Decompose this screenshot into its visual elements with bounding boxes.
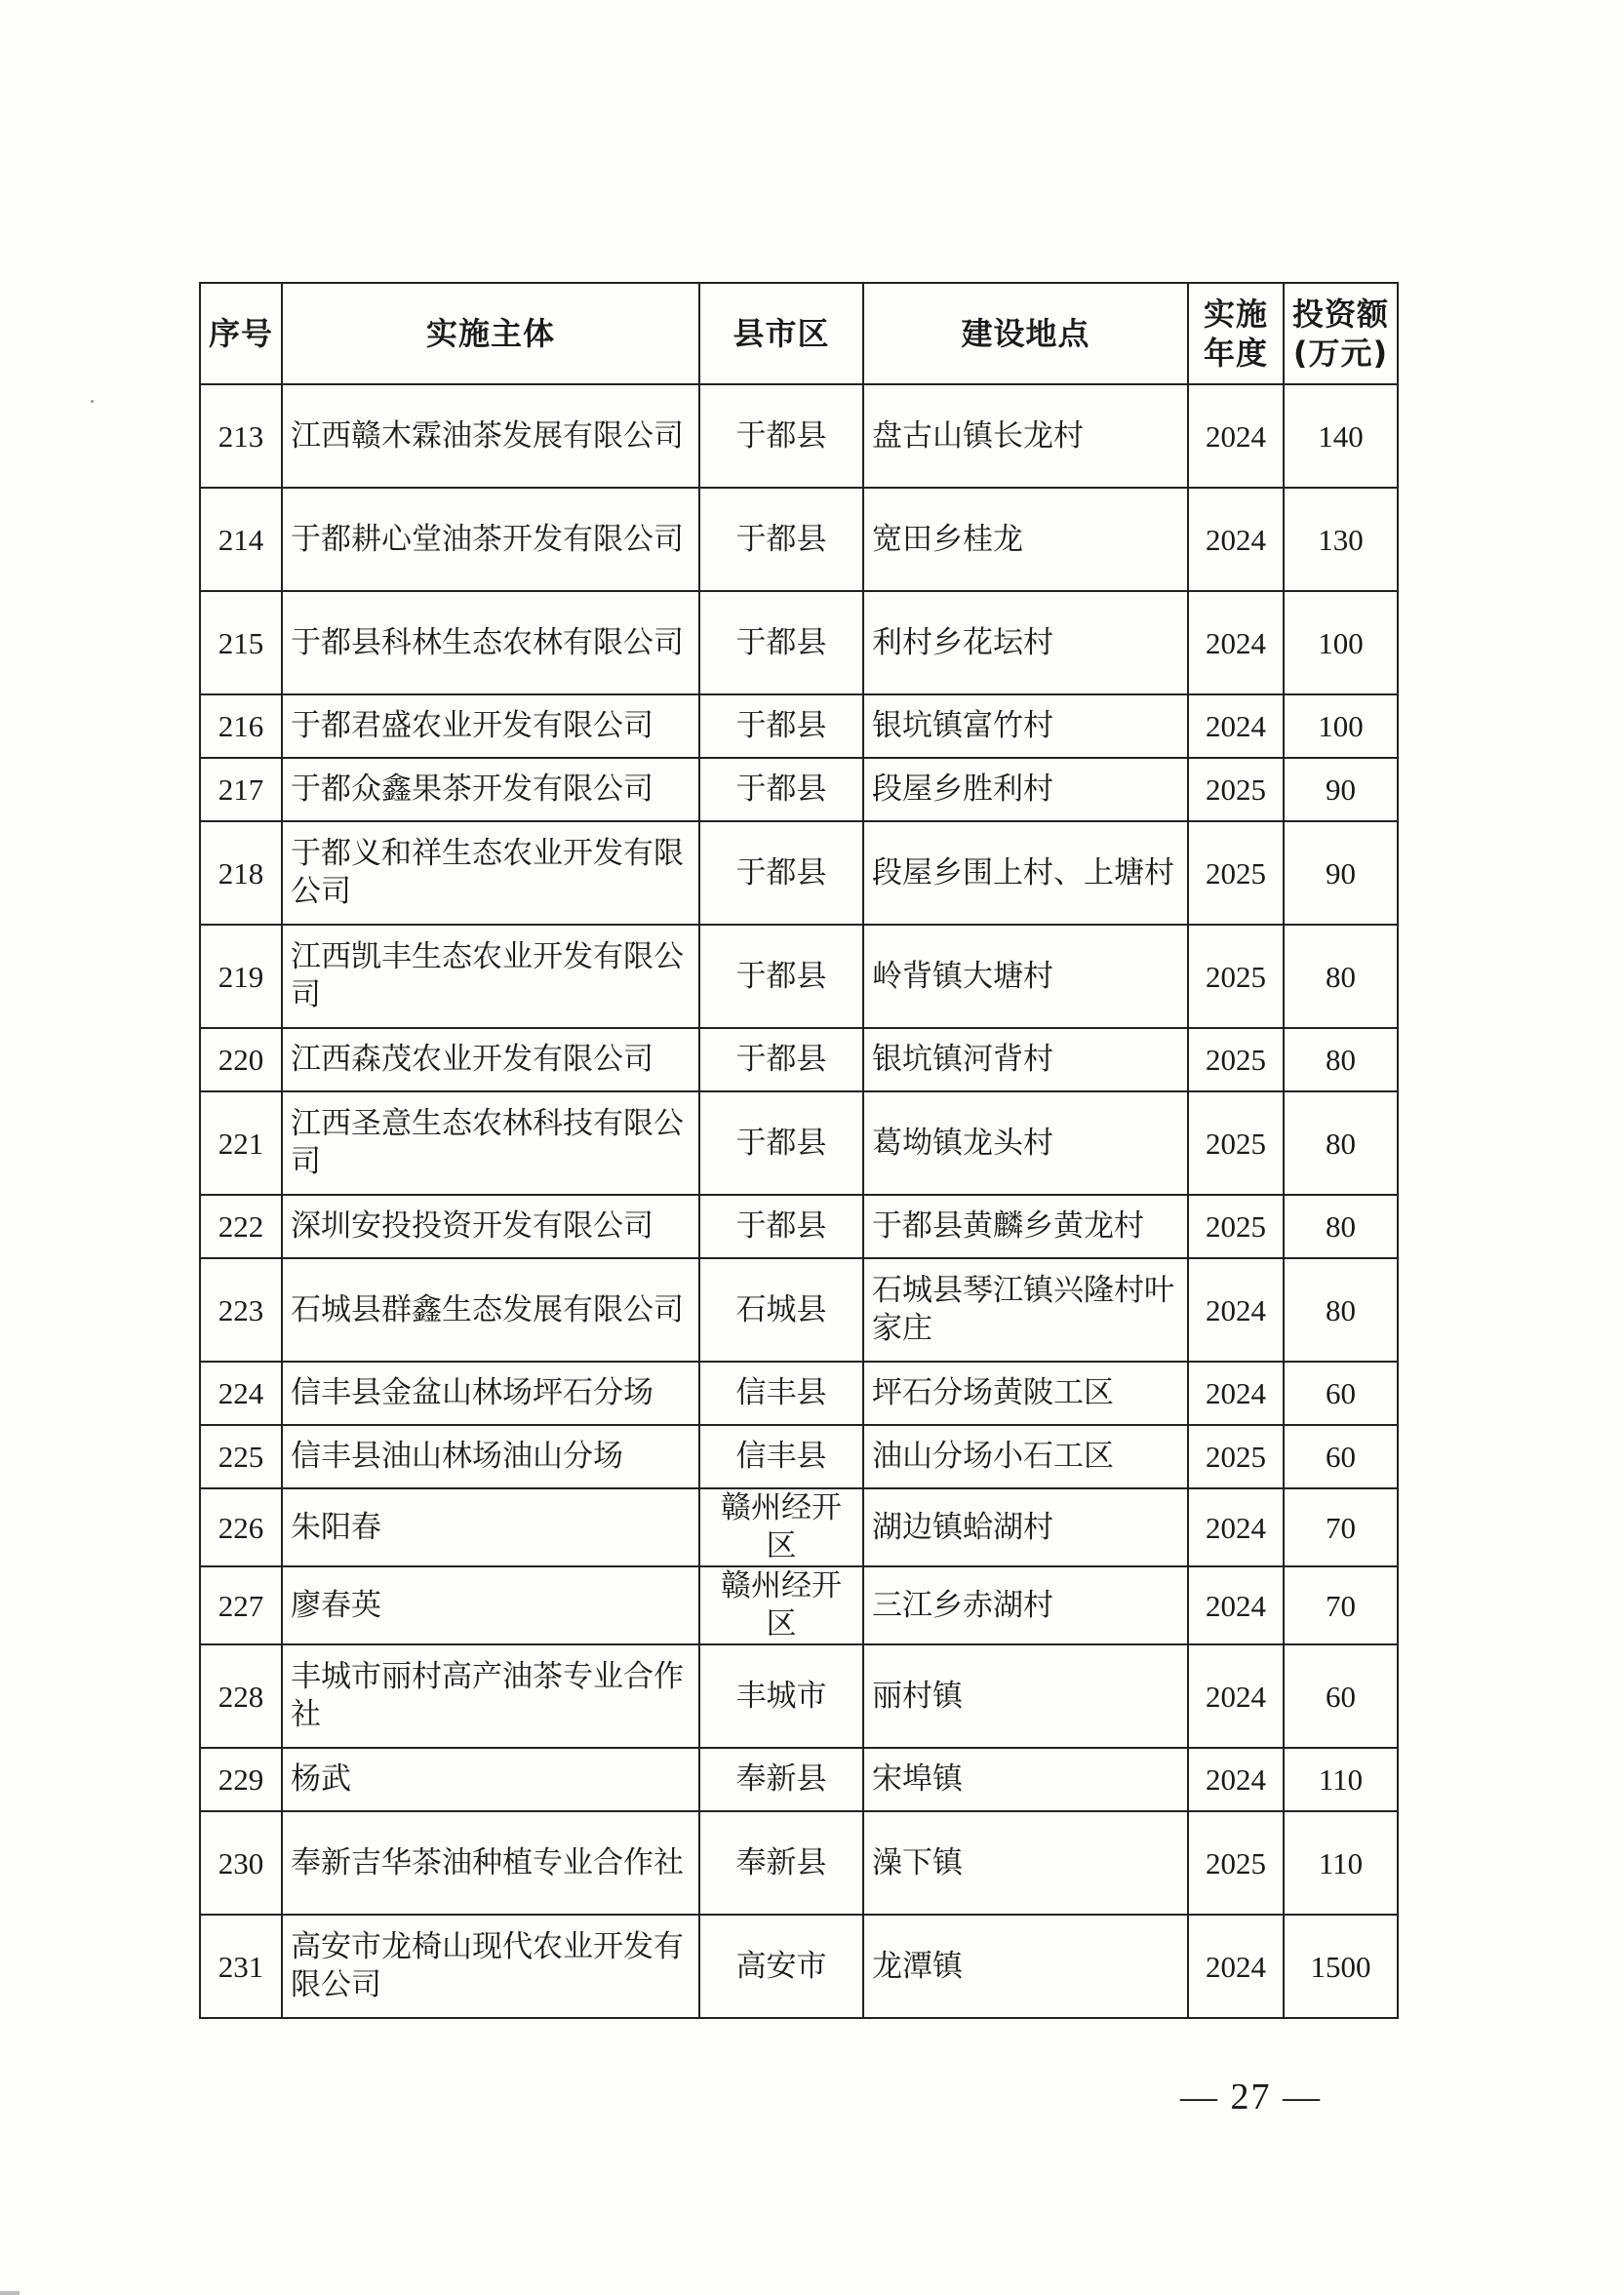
cell-entity: 江西凯丰生态农业开发有限公司 xyxy=(282,925,699,1028)
cell-num: 217 xyxy=(200,758,282,821)
cell-year: 2025 xyxy=(1188,1425,1284,1488)
cell-amount: 80 xyxy=(1284,1091,1398,1195)
cell-entity: 信丰县油山林场油山分场 xyxy=(282,1425,699,1488)
cell-num: 229 xyxy=(200,1748,282,1811)
cell-location: 澡下镇 xyxy=(863,1811,1188,1915)
cell-county: 于都县 xyxy=(699,694,863,758)
cell-county: 奉新县 xyxy=(699,1748,863,1811)
table-row xyxy=(200,1425,1398,1488)
table-row xyxy=(200,1748,1398,1811)
cell-year: 2024 xyxy=(1188,1258,1284,1362)
cell-entity: 于都众鑫果茶开发有限公司 xyxy=(282,758,699,821)
cell-num: 218 xyxy=(200,821,282,925)
cell-entity: 奉新吉华茶油种植专业合作社 xyxy=(282,1811,699,1915)
table-row xyxy=(200,1811,1398,1915)
table-row xyxy=(200,1488,1398,1566)
header-num: 序号 xyxy=(200,283,282,384)
investment-table xyxy=(199,282,1399,2019)
cell-amount: 90 xyxy=(1284,758,1398,821)
cell-num: 223 xyxy=(200,1258,282,1362)
page-number: — 27 — xyxy=(1180,2077,1322,2117)
cell-amount: 70 xyxy=(1284,1566,1398,1644)
header-entity: 实施主体 xyxy=(282,283,699,384)
cell-num: 220 xyxy=(200,1028,282,1091)
cell-entity: 朱阳春 xyxy=(282,1488,699,1566)
cell-county: 于都县 xyxy=(699,1195,863,1258)
cell-amount: 70 xyxy=(1284,1488,1398,1566)
cell-num: 227 xyxy=(200,1566,282,1644)
header-amount: 投资额(万元) xyxy=(1284,283,1398,384)
cell-entity: 江西赣木霖油茶发展有限公司 xyxy=(282,384,699,488)
cell-num: 214 xyxy=(200,488,282,591)
cell-year: 2025 xyxy=(1188,1091,1284,1195)
cell-amount: 60 xyxy=(1284,1425,1398,1488)
cell-location: 龙潭镇 xyxy=(863,1915,1188,2018)
cell-num: 225 xyxy=(200,1425,282,1488)
table-row xyxy=(200,1028,1398,1091)
cell-entity: 深圳安投投资开发有限公司 xyxy=(282,1195,699,1258)
cell-amount: 1500 xyxy=(1284,1915,1398,2018)
cell-year: 2024 xyxy=(1188,1644,1284,1748)
cell-entity: 江西森茂农业开发有限公司 xyxy=(282,1028,699,1091)
table-row xyxy=(200,1195,1398,1258)
cell-location: 丽村镇 xyxy=(863,1644,1188,1748)
cell-entity: 石城县群鑫生态发展有限公司 xyxy=(282,1258,699,1362)
cell-county: 于都县 xyxy=(699,1028,863,1091)
cell-num: 215 xyxy=(200,591,282,694)
cell-num: 221 xyxy=(200,1091,282,1195)
cell-year: 2024 xyxy=(1188,488,1284,591)
cell-county: 于都县 xyxy=(699,1091,863,1195)
cell-entity: 于都耕心堂油茶开发有限公司 xyxy=(282,488,699,591)
cell-entity: 杨武 xyxy=(282,1748,699,1811)
cell-num: 216 xyxy=(200,694,282,758)
cell-county: 于都县 xyxy=(699,488,863,591)
cell-amount: 110 xyxy=(1284,1811,1398,1915)
cell-location: 油山分场小石工区 xyxy=(863,1425,1188,1488)
table-row xyxy=(200,1915,1398,2018)
cell-year: 2024 xyxy=(1188,1748,1284,1811)
investment-table-container xyxy=(199,282,1397,2019)
table-row xyxy=(200,925,1398,1028)
cell-num: 230 xyxy=(200,1811,282,1915)
cell-num: 226 xyxy=(200,1488,282,1566)
cell-amount: 60 xyxy=(1284,1644,1398,1748)
cell-county: 信丰县 xyxy=(699,1425,863,1488)
cell-location: 坪石分场黄陂工区 xyxy=(863,1362,1188,1425)
header-county: 县市区 xyxy=(699,283,863,384)
cell-location: 利村乡花坛村 xyxy=(863,591,1188,694)
cell-year: 2024 xyxy=(1188,694,1284,758)
cell-entity: 廖春英 xyxy=(282,1566,699,1644)
cell-county: 于都县 xyxy=(699,591,863,694)
cell-year: 2024 xyxy=(1188,1362,1284,1425)
cell-location: 石城县琴江镇兴隆村叶家庄 xyxy=(863,1258,1188,1362)
cell-num: 231 xyxy=(200,1915,282,2018)
cell-amount: 80 xyxy=(1284,1028,1398,1091)
cell-entity: 江西圣意生态农林科技有限公司 xyxy=(282,1091,699,1195)
cell-location: 银坑镇富竹村 xyxy=(863,694,1188,758)
cell-county: 信丰县 xyxy=(699,1362,863,1425)
cell-location: 段屋乡胜利村 xyxy=(863,758,1188,821)
cell-location: 三江乡赤湖村 xyxy=(863,1566,1188,1644)
cell-amount: 80 xyxy=(1284,925,1398,1028)
cell-location: 宋埠镇 xyxy=(863,1748,1188,1811)
cell-amount: 100 xyxy=(1284,591,1398,694)
cell-county: 于都县 xyxy=(699,925,863,1028)
cell-county: 奉新县 xyxy=(699,1811,863,1915)
cell-amount: 90 xyxy=(1284,821,1398,925)
cell-amount: 140 xyxy=(1284,384,1398,488)
cell-num: 228 xyxy=(200,1644,282,1748)
cell-year: 2025 xyxy=(1188,758,1284,821)
cell-county: 于都县 xyxy=(699,821,863,925)
header-year: 实施年度 xyxy=(1188,283,1284,384)
cell-num: 219 xyxy=(200,925,282,1028)
scan-edge-artifact xyxy=(0,2291,20,2295)
cell-entity: 信丰县金盆山林场坪石分场 xyxy=(282,1362,699,1425)
cell-location: 段屋乡围上村、上塘村 xyxy=(863,821,1188,925)
cell-county: 于都县 xyxy=(699,758,863,821)
table-row xyxy=(200,384,1398,488)
cell-year: 2024 xyxy=(1188,1915,1284,2018)
cell-location: 盘古山镇长龙村 xyxy=(863,384,1188,488)
cell-year: 2024 xyxy=(1188,1566,1284,1644)
table-row xyxy=(200,1566,1398,1644)
cell-amount: 100 xyxy=(1284,694,1398,758)
cell-location: 葛坳镇龙头村 xyxy=(863,1091,1188,1195)
cell-location: 岭背镇大塘村 xyxy=(863,925,1188,1028)
table-row xyxy=(200,591,1398,694)
cell-entity: 丰城市丽村高产油茶专业合作社 xyxy=(282,1644,699,1748)
cell-year: 2025 xyxy=(1188,821,1284,925)
cell-amount: 130 xyxy=(1284,488,1398,591)
cell-county: 丰城市 xyxy=(699,1644,863,1748)
cell-amount: 110 xyxy=(1284,1748,1398,1811)
table-row xyxy=(200,1362,1398,1425)
cell-num: 213 xyxy=(200,384,282,488)
cell-county: 高安市 xyxy=(699,1915,863,2018)
cell-location: 于都县黄麟乡黄龙村 xyxy=(863,1195,1188,1258)
cell-amount: 60 xyxy=(1284,1362,1398,1425)
cell-num: 222 xyxy=(200,1195,282,1258)
cell-year: 2024 xyxy=(1188,384,1284,488)
table-row xyxy=(200,1644,1398,1748)
table-row xyxy=(200,758,1398,821)
cell-year: 2025 xyxy=(1188,1195,1284,1258)
cell-location: 湖边镇蛤湖村 xyxy=(863,1488,1188,1566)
cell-amount: 80 xyxy=(1284,1195,1398,1258)
cell-year: 2025 xyxy=(1188,1028,1284,1091)
cell-year: 2025 xyxy=(1188,925,1284,1028)
cell-location: 银坑镇河背村 xyxy=(863,1028,1188,1091)
cell-county: 石城县 xyxy=(699,1258,863,1362)
scan-speck xyxy=(91,400,94,403)
cell-year: 2024 xyxy=(1188,591,1284,694)
cell-amount: 80 xyxy=(1284,1258,1398,1362)
cell-entity: 于都县科林生态农林有限公司 xyxy=(282,591,699,694)
cell-entity: 高安市龙椅山现代农业开发有限公司 xyxy=(282,1915,699,2018)
cell-entity: 于都君盛农业开发有限公司 xyxy=(282,694,699,758)
table-row xyxy=(200,488,1398,591)
cell-year: 2024 xyxy=(1188,1488,1284,1566)
table-row xyxy=(200,694,1398,758)
table-row xyxy=(200,1258,1398,1362)
cell-num: 224 xyxy=(200,1362,282,1425)
cell-location: 宽田乡桂龙 xyxy=(863,488,1188,591)
cell-entity: 于都义和祥生态农业开发有限公司 xyxy=(282,821,699,925)
table-header-row xyxy=(200,283,1398,384)
cell-county: 赣州经开区 xyxy=(699,1566,863,1644)
table-row xyxy=(200,821,1398,925)
header-location: 建设地点 xyxy=(863,283,1188,384)
cell-county: 于都县 xyxy=(699,384,863,488)
table-row xyxy=(200,1091,1398,1195)
cell-county: 赣州经开区 xyxy=(699,1488,863,1566)
cell-year: 2025 xyxy=(1188,1811,1284,1915)
